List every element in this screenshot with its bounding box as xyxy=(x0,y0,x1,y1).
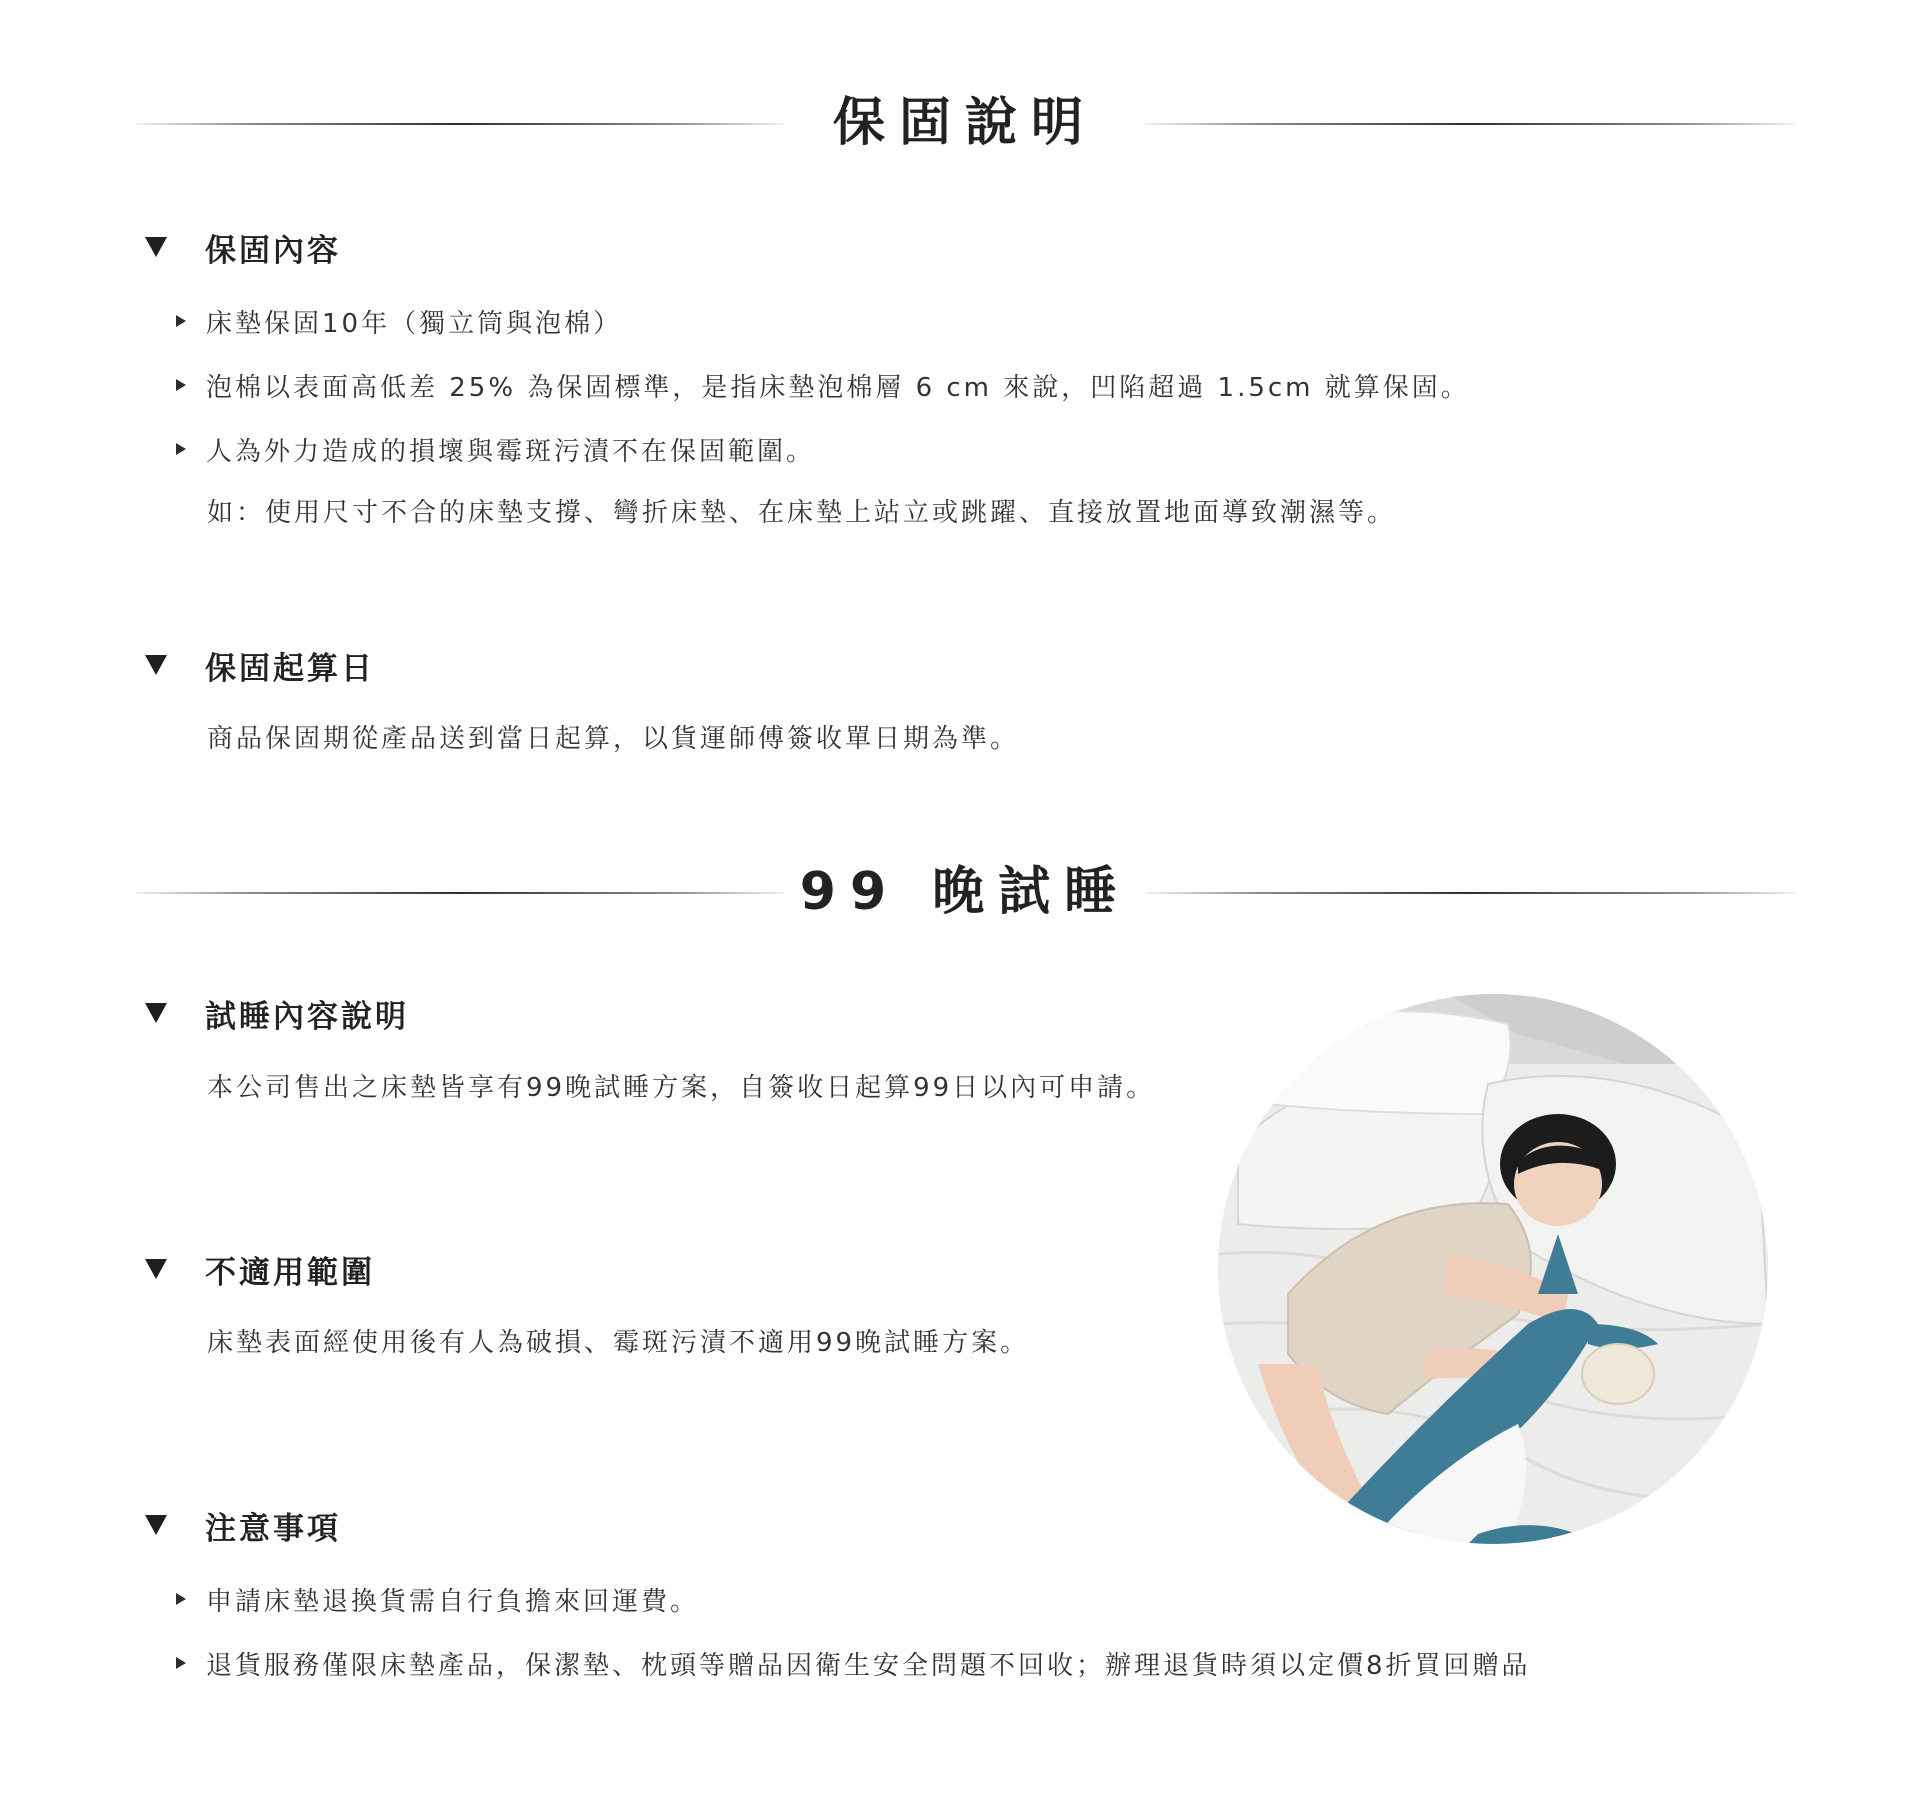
trial-description-text: 本公司售出之床墊皆享有99晚試睡方案，自簽收日起算99日以內可申請。 xyxy=(207,1073,1156,1103)
bullet-triangle-icon xyxy=(176,443,186,455)
header-rule-left xyxy=(135,123,785,125)
list-item xyxy=(176,365,1470,405)
warranty-title: 保固說明 xyxy=(832,93,1097,153)
header-rule-right xyxy=(1145,892,1795,894)
trial-exclusions-text: 床墊表面經使用後有人為破損、霉斑污漬不適用99晚試睡方案。 xyxy=(207,1328,1030,1358)
triangle-down-icon xyxy=(145,1515,167,1535)
warranty-content-heading: 保固內容 xyxy=(205,232,341,269)
trial-notes-heading: 注意事項 xyxy=(205,1510,341,1547)
trial-title: 99 晚試睡 xyxy=(799,862,1131,922)
warranty-example-text: 如：使用尺寸不合的床墊支撐、彎折床墊、在床墊上站立或跳躍、直接放置地面導致潮濕等。 xyxy=(207,498,1397,528)
triangle-down-icon xyxy=(145,237,167,257)
bullet-triangle-icon xyxy=(176,1657,186,1669)
photo-illustration xyxy=(1218,994,1768,1544)
list-item xyxy=(176,1579,699,1619)
list-item-text: 床墊保固10年（獨立筒與泡棉） xyxy=(206,308,623,339)
trial-description-heading: 試睡內容說明 xyxy=(205,998,409,1035)
triangle-down-icon xyxy=(145,1003,167,1023)
list-item xyxy=(176,1643,1531,1683)
list-item-text: 人為外力造成的損壞與霉斑污漬不在保固範圍。 xyxy=(206,436,816,467)
trial-notes-heading-row xyxy=(145,1503,341,1547)
bullet-triangle-icon xyxy=(176,1593,186,1605)
trial-exclusions-heading: 不適用範圍 xyxy=(205,1254,375,1291)
warranty-start-text: 商品保固期從產品送到當日起算，以貨運師傅簽收單日期為準。 xyxy=(207,724,1020,754)
sleeping-woman-photo xyxy=(1218,994,1768,1544)
warranty-start-heading-row xyxy=(145,643,375,687)
bullet-triangle-icon xyxy=(176,315,186,327)
warranty-header xyxy=(0,83,1920,163)
warranty-start-heading: 保固起算日 xyxy=(205,650,375,687)
header-rule-left xyxy=(135,892,785,894)
warranty-content-heading-row xyxy=(145,225,341,269)
list-item-text: 申請床墊退換貨需自行負擔來回運費。 xyxy=(206,1586,700,1617)
trial-exclusions-heading-row xyxy=(145,1247,375,1291)
list-item-text: 泡棉以表面高低差 25% 為保固標準，是指床墊泡棉層 6 cm 來說，凹陷超過 1.5cm 就算保固。 xyxy=(206,372,1470,403)
list-item-text: 退貨服務僅限床墊產品，保潔墊、枕頭等贈品因衛生安全問題不回收；辦理退貨時須以定價8折買回贈品 xyxy=(206,1650,1531,1681)
list-item xyxy=(176,429,815,469)
triangle-down-icon xyxy=(145,655,167,675)
header-rule-right xyxy=(1145,123,1795,125)
triangle-down-icon xyxy=(145,1259,167,1279)
list-item xyxy=(176,301,622,341)
trial-description-heading-row xyxy=(145,991,409,1035)
trial-header xyxy=(0,852,1920,932)
bullet-triangle-icon xyxy=(176,379,186,391)
